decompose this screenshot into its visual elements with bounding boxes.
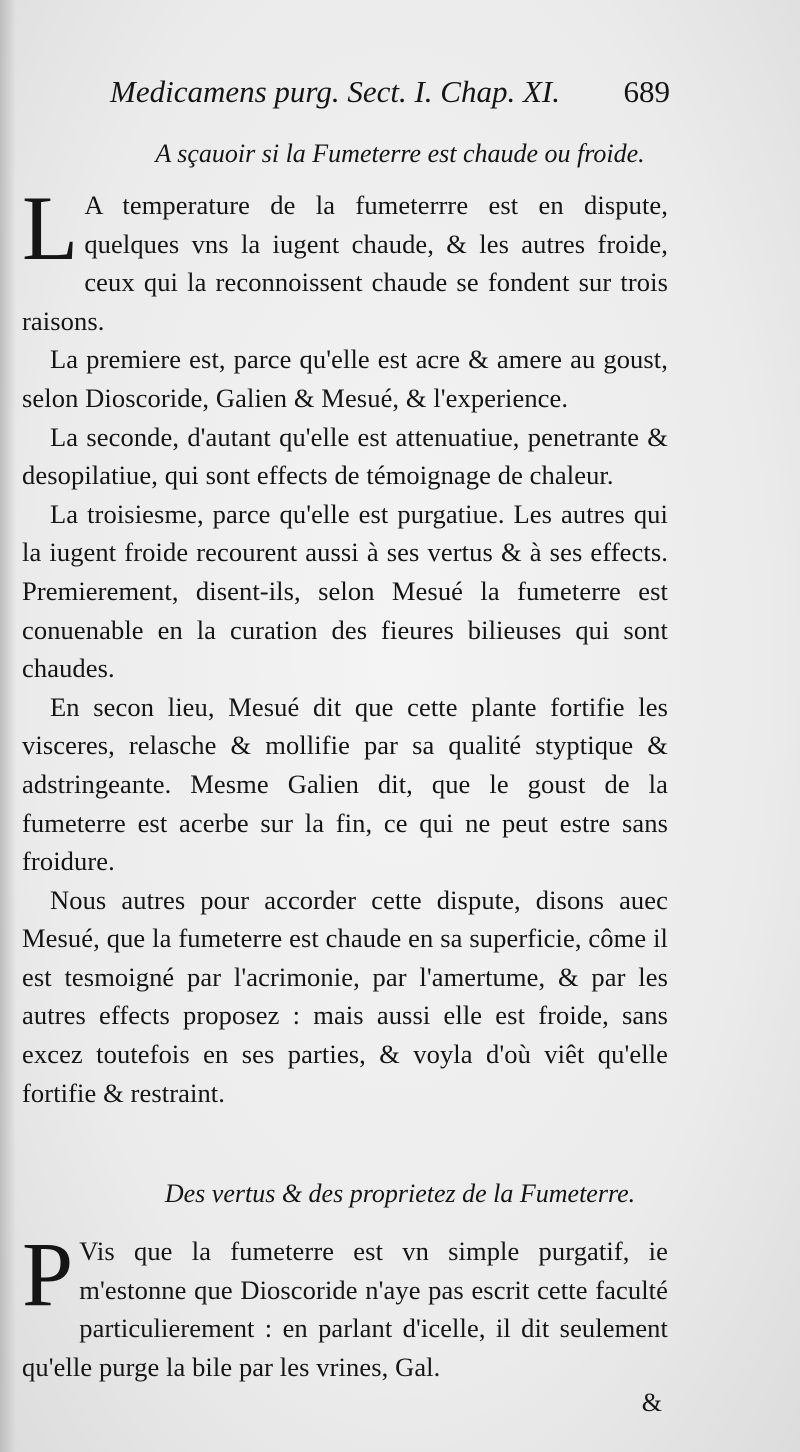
paragraph: L A temperature de la fumeterrre est en dispute, quelques vns la iugent chaude, & les autres froide, ceux qui la reconnoissent chaude se fondent sur trois raisons. — [22, 177, 668, 336]
page-number: 689 — [623, 74, 670, 109]
paragraph: Nous autres pour accorder cette dispute, disons auec Mesué, que la fumeterre est chaude en sa superficie, côme il est tesmoigné par l'acrimonie, par l'amertume, & par les autres effects proposez : mais aussi elle est froide, sans excez toutefois en ses parties, & voyla d'où viêt qu'elle fortifie & restraint. — [22, 884, 668, 1108]
paragraph: En secon lieu, Mesué dit que cette plante fortifie les visceres, relasche & mollifie par sa qualité styptique & adstringeante. Mesme Galien dit, que le goust de la fumeterre est acerbe sur la fin, ce qui ne peut estre sans froidure. — [22, 691, 668, 877]
running-title: Medicamens purg. Sect. I. Chap. XI. — [110, 74, 560, 109]
section-body-temperature — [22, 177, 668, 1112]
page-header — [110, 72, 670, 112]
catchword: & — [641, 1388, 662, 1417]
section-title-temperature: A sçauoir si la Fumeterre est chaude ou froide. — [155, 139, 645, 168]
section-title-vertus: Des vertus & des proprietez de la Fumeterre. — [164, 1179, 636, 1208]
section-body-vertus — [22, 1223, 668, 1386]
drop-cap: L — [22, 177, 79, 279]
paragraph: La premiere est, parce qu'elle est acre & amere au goust, selon Dioscoride, Galien & Mesué, & l'experience. — [22, 344, 668, 413]
paragraph: P Vis que la fumeterre est vn simple purgatif, ie m'estonne que Dioscoride n'aye pas escrit cette faculté particulierement : en parlant d'icelle, il dit seulement qu'elle purge la bile par les vrines, Gal. — [22, 1223, 668, 1382]
paragraph: La seconde, d'autant qu'elle est attenuatiue, penetrante & desopilatiue, qui sont effects de témoignage de chaleur. — [22, 421, 668, 491]
page-binding-shadow — [0, 0, 16, 1452]
paragraph: La troisiesme, parce qu'elle est purgatiue. Les autres qui la iugent froide recourent aussi à ses vertus & à ses effects. Premierement, disent-ils, selon Mesué la fumeterre est conuenable en la curation des fieures bilieuses qui sont chaudes. — [22, 498, 668, 684]
drop-cap: P — [22, 1223, 74, 1325]
